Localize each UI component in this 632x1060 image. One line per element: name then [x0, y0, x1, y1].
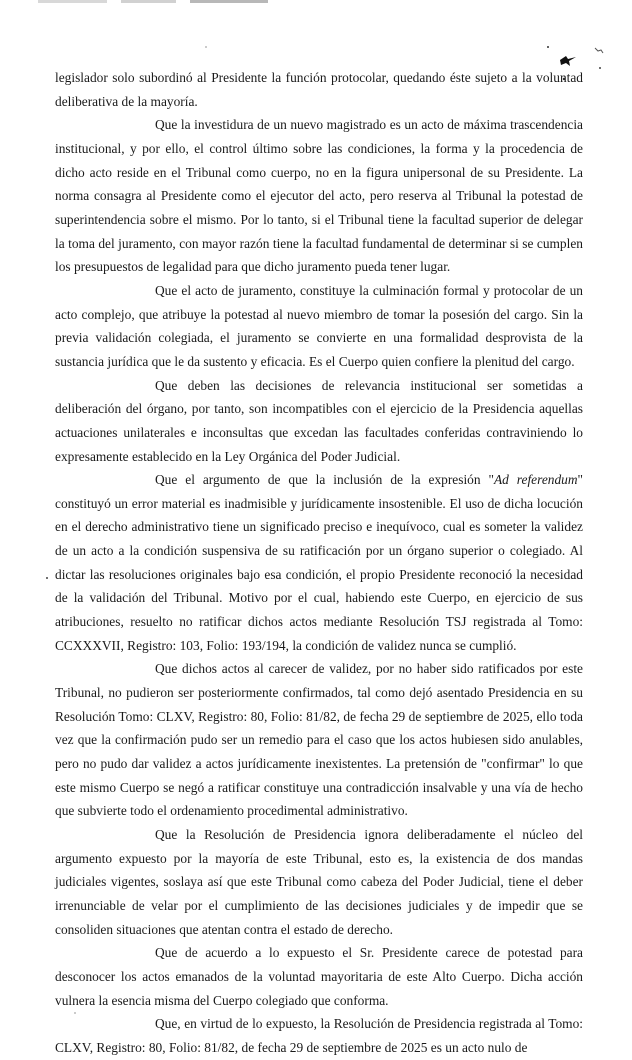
scan-speck — [205, 46, 207, 48]
document-page — [55, 66, 583, 1060]
paragraph-5-text-after: " constituyó un error material es inadmisible y jurídicamente insostenible. El uso de dicha locución en el derecho administrativo tiene un significado preciso e inequívoco, cual es someter la validez de un acto a la condición suspensiva de su ratificación por un órgano superior o colegiado. Al dictar las resoluciones originales bajo esa condición, el propio Presidente reconoció la necesidad de la validación del Tribunal. Motivo por el cual, habiendo este Cuerpo, en ejercicio de sus atribuciones, resuelto no ratificar dichos actos mediante Resolución TSJ registrada al Tomo: CCXXXVII, Registro: 103, Folio: 193/194, la condición de validez nunca se cumplió. — [55, 472, 583, 653]
paragraph-3: Que el acto de juramento, constituye la culminación formal y protocolar de un acto complejo, que atribuye la potestad al nuevo miembro de tomar la posesión del cargo. Sin la previa validación colegiada, el juramento se convierte en una formalidad desprovista de la sustancia jurídica que le da sustento y eficacia. Es el Cuerpo quien confiere la plenitud del cargo. — [55, 282, 583, 369]
paragraph-4: Que deben las decisiones de relevancia institucional ser sometidas a deliberación del órgano, por tanto, son incompatibles con el ejercicio de la Presidencia aquellas actuaciones unilaterales e inconsultas que excedan las facultades conferidas contraviniendo lo expresamente establecido en la Ley Orgánica del Poder Judicial. — [55, 377, 583, 464]
paragraph-7: Que la Resolución de Presidencia ignora deliberadamente el núcleo del argumento expuesto por la mayoría de este Tribunal, esto es, la existencia de dos mandas judiciales vigentes, soslaya así que este Tribunal como cabeza del Poder Judicial, tiene el deber irrenunciable de velar por el cumplimiento de las decisiones judiciales y de impedir que se consoliden situaciones que atentan contra el estado de derecho. — [55, 827, 583, 937]
paragraph-9: Que, en virtud de lo expuesto, la Resolución de Presidencia registrada al Tomo: CLXV, Registro: 80, Folio: 81/82, de fecha 29 de septiembre de 2025 es un acto nulo de — [55, 1016, 583, 1055]
paragraph-5-text-before: Que el argumento de que la inclusión de la expresión " — [155, 472, 494, 488]
scan-artifact-strip — [38, 0, 268, 3]
paragraph-1: legislador solo subordinó al Presidente la función protocolar, quedando éste sujeto a la voluntad deliberativa de la mayoría. — [55, 70, 583, 109]
paragraph-2: Que la investidura de un nuevo magistrado es un acto de máxima trascendencia institucional, y por ello, el control último sobre las condiciones, la forma y la procedencia de dicho acto reside en el Tribunal como cuerpo, no en la figura unipersonal de su Presidente. La norma consagra al Presidente como el ejecutor del acto, pero reserva al Tribunal la potestad de superintendencia sobre el mismo. Por lo tanto, si el Tribunal tiene la facultad superior de delegar la toma del juramento, con mayor razón tiene la facultad fundamental de determinar si se cumplen los presupuestos de legalidad para que dicho juramento pueda tener lugar. — [55, 117, 583, 275]
scan-speck — [46, 577, 48, 579]
latin-term: Ad referendum — [493, 472, 578, 488]
paragraph-5 — [55, 468, 583, 657]
paragraph-8: Que de acuerdo a lo expuesto el Sr. Presidente carece de potestad para desconocer los actos emanados de la voluntad mayoritaria de este Alto Cuerpo. Dicha acción vulnera la esencia misma del Cuerpo colegiado que conforma. — [55, 945, 583, 1008]
paragraph-6: Que dichos actos al carecer de validez, por no haber sido ratificados por este Tribunal, no pudieron ser posteriormente confirmados, tal como dejó asentado Presidencia en su Resolución Tomo: CLXV, Registro: 80, Folio: 81/82, de fecha 29 de septiembre de 2025, ello toda vez que la confirmación pudo ser un remedio para el caso que los actos hubiesen sido anulables, pero no pudo dar validez a actos jurídicamente inexistentes. La pretensión de "confirmar" lo que este mismo Cuerpo se negó a ratificar constituye una contradicción insalvable y una vía de hecho que subvierte todo el ordenamiento procedimental administrativo. — [55, 661, 583, 819]
